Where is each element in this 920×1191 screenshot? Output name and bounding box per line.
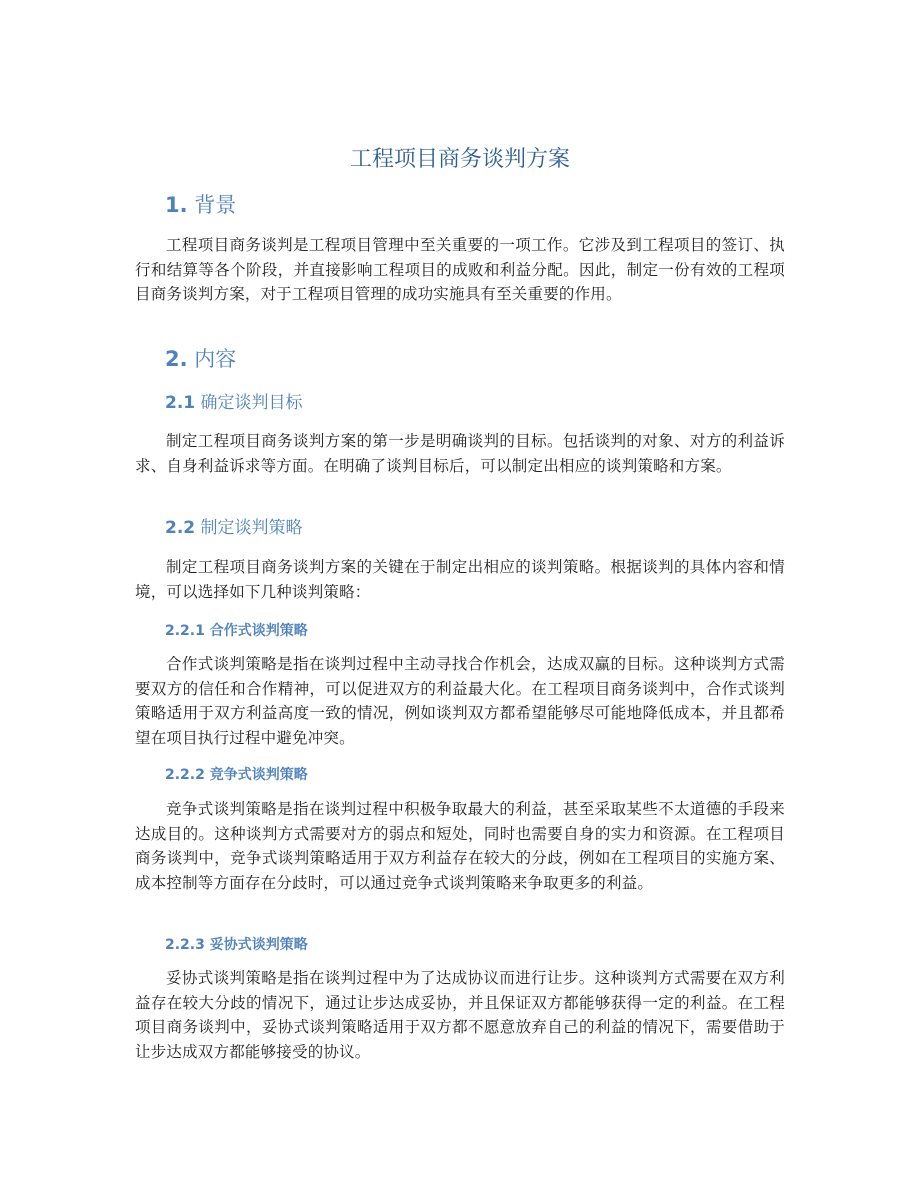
- cooperative-paragraph: 合作式谈判策略是指在谈判过程中主动寻找合作机会，达成双赢的目标。这种谈判方式需要双方的信任和合作精神，可以促进双方的利益最大化。在工程项目商务谈判中，合作式谈判策略适用于双方利益高度一致的情况，例如谈判双方都希望能够尽可能地降低成本，并且都希望在项目执行过程中避免冲突。: [135, 655, 785, 747]
- subsection-number: 2.2: [165, 518, 196, 538]
- section-heading-background: [165, 190, 236, 220]
- section-number: 2.: [165, 347, 188, 371]
- section-number: 1.: [165, 193, 188, 217]
- background-paragraph: 工程项目商务谈判是工程项目管理中至关重要的一项工作。它涉及到工程项目的签订、执行和结算等各个阶段，并直接影响工程项目的成败和利益分配。因此，制定一份有效的工程项目商务谈判方案，对于工程项目管理的成功实施具有至关重要的作用。: [135, 236, 785, 303]
- section-heading-text: 内容: [194, 347, 237, 371]
- section-heading-content: [165, 344, 236, 374]
- subsubsection-heading-cooperative: 2.2.1 合作式谈判策略: [165, 623, 308, 639]
- subsubsection-heading-compromise: 2.2.3 妥协式谈判策略: [165, 937, 308, 953]
- section-heading-text: 背景: [194, 193, 237, 217]
- subsection-heading-text: 确定谈判目标: [200, 393, 303, 413]
- subsubsection-heading-competitive: 2.2.2 竞争式谈判策略: [165, 767, 308, 783]
- competitive-paragraph: 竞争式谈判策略是指在谈判过程中积极争取最大的利益，甚至采取某些不太道德的手段来达成目的。这种谈判方式需要对方的弱点和短处，同时也需要自身的实力和资源。在工程项目商务谈判中，竞争式谈判策略适用于双方利益存在较大的分歧，例如在工程项目的实施方案、成本控制等方面存在分歧时，可以通过竞争式谈判策略来争取更多的利益。: [135, 800, 785, 892]
- strategy-paragraph: 制定工程项目商务谈判方案的关键在于制定出相应的谈判策略。根据谈判的具体内容和情境，可以选择如下几种谈判策略：: [135, 558, 785, 601]
- subsection-heading-strategy: [165, 515, 303, 541]
- compromise-paragraph: 妥协式谈判策略是指在谈判过程中为了达成协议而进行让步。这种谈判方式需要在双方利益存在较大分歧的情况下，通过让步达成妥协，并且保证双方都能够获得一定的利益。在工程项目商务谈判中，妥协式谈判策略适用于双方都不愿意放弃自己的利益的情况下，需要借助于让步达成双方都能够接受的协议。: [135, 969, 785, 1061]
- subsection-number: 2.1: [165, 393, 196, 413]
- subsection-heading-text: 制定谈判策略: [200, 518, 303, 538]
- document-title: 工程项目商务谈判方案: [349, 147, 570, 172]
- subsection-heading-goal: [165, 390, 303, 416]
- goal-paragraph: 制定工程项目商务谈判方案的第一步是明确谈判的目标。包括谈判的对象、对方的利益诉求、自身利益诉求等方面。在明确了谈判目标后，可以制定出相应的谈判策略和方案。: [135, 432, 785, 475]
